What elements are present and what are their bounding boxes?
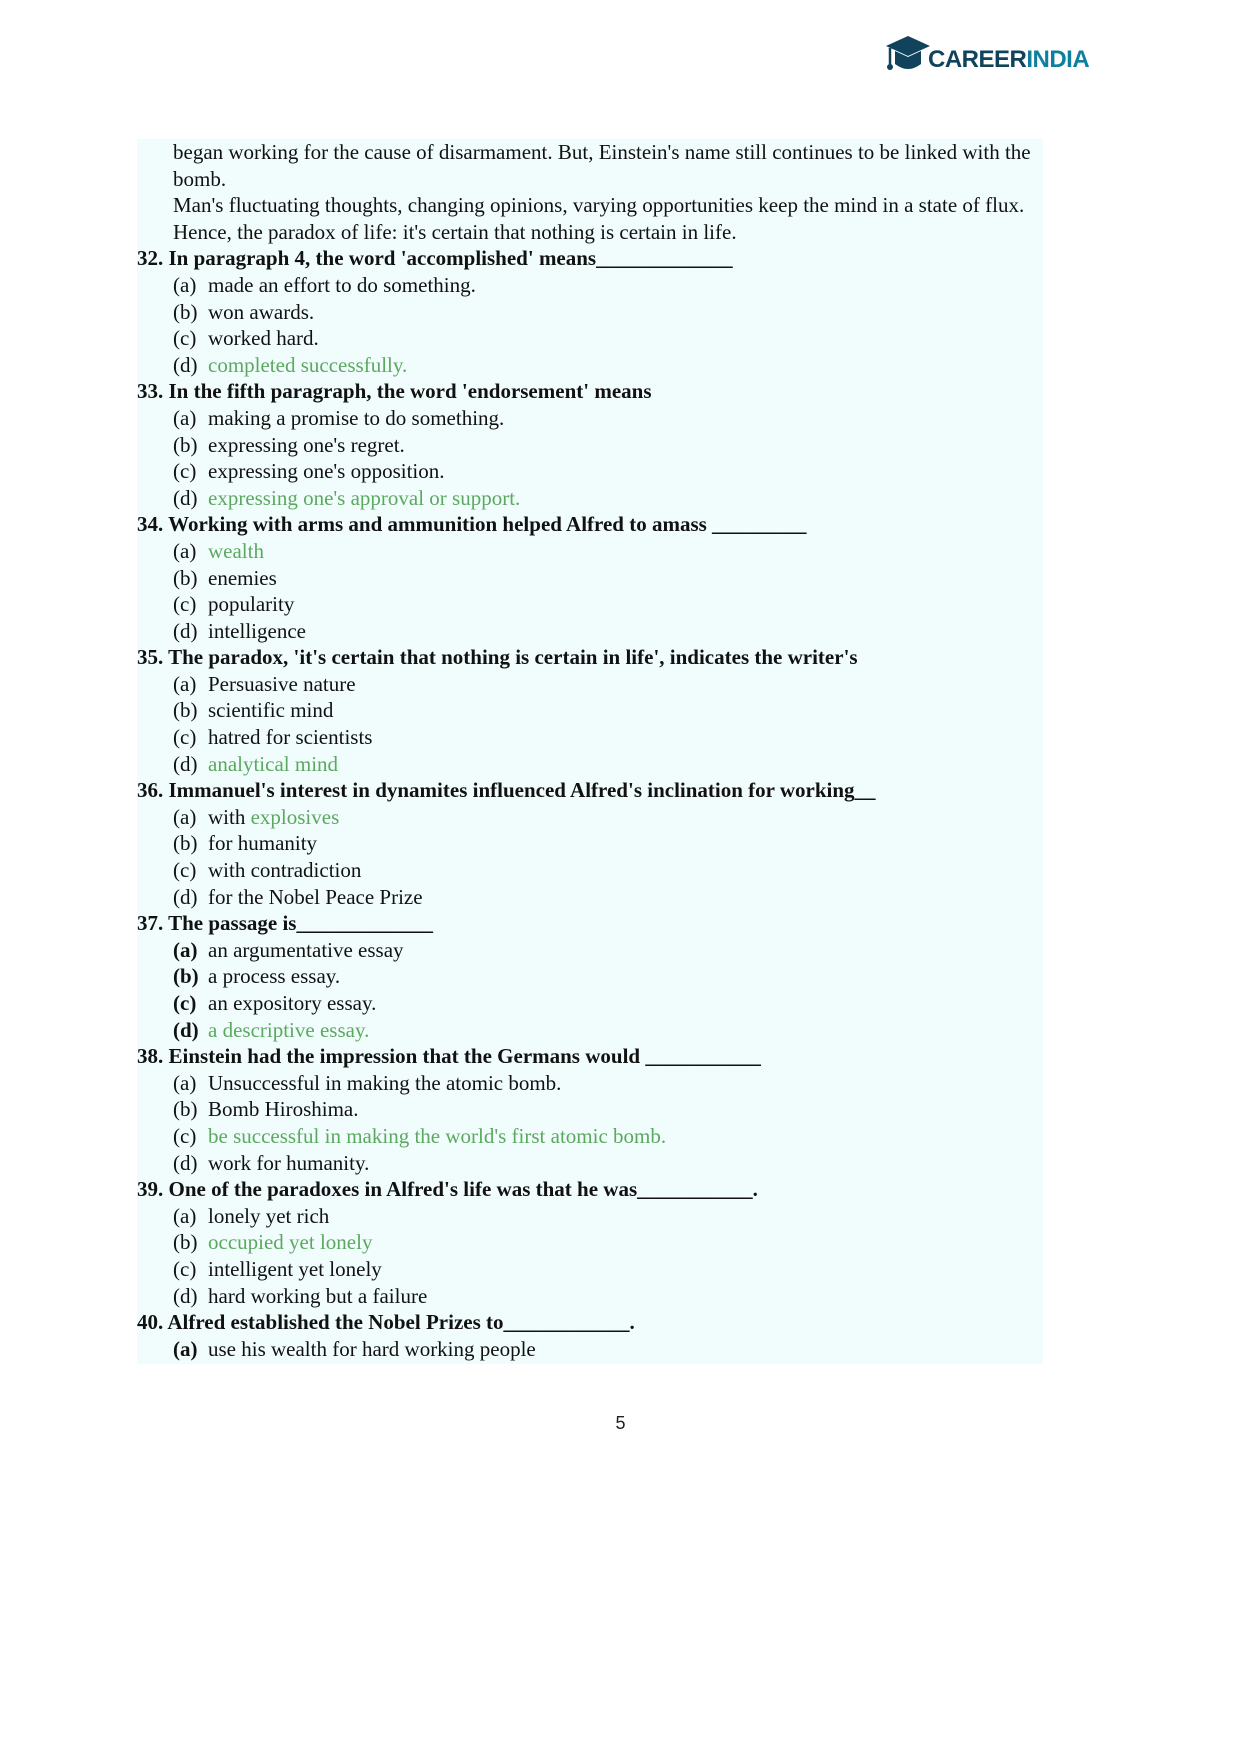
option-a bbox=[137, 1336, 1043, 1363]
option-text: intelligence bbox=[208, 618, 306, 643]
option-b bbox=[137, 963, 1043, 990]
option-label: (b) bbox=[173, 565, 198, 590]
question-36 bbox=[137, 777, 1043, 910]
option-label: (b) bbox=[173, 299, 198, 324]
option-label: (c) bbox=[173, 326, 197, 351]
option-label: (a) bbox=[173, 937, 198, 962]
question-text: 33. In the fifth paragraph, the word 'endorsement' means bbox=[137, 379, 652, 404]
option-label: (a) bbox=[173, 538, 197, 563]
option-label: (b) bbox=[173, 432, 198, 457]
option-label: (c) bbox=[173, 1256, 197, 1281]
option-text: making a promise to do something. bbox=[208, 405, 505, 430]
option-a bbox=[137, 272, 1043, 299]
option-label: (b) bbox=[173, 964, 199, 989]
correct-answer-text: a descriptive essay. bbox=[208, 1017, 370, 1042]
option-text: scientific mind bbox=[208, 698, 334, 723]
correct-answer-text: analytical mind bbox=[208, 751, 339, 776]
option-label: (b) bbox=[173, 1230, 198, 1255]
option-label: (c) bbox=[173, 459, 197, 484]
option-label: (d) bbox=[173, 1283, 198, 1308]
correct-answer-text: occupied yet lonely bbox=[208, 1230, 373, 1255]
option-text: made an effort to do something. bbox=[208, 272, 476, 297]
option-label: (d) bbox=[173, 1150, 198, 1175]
option-d bbox=[137, 352, 1043, 379]
option-label: (a) bbox=[173, 671, 197, 696]
option-text: use his wealth for hard working people bbox=[208, 1336, 536, 1361]
option-text: worked hard. bbox=[208, 326, 319, 351]
option-b bbox=[137, 432, 1043, 459]
option-b bbox=[137, 299, 1043, 326]
option-d bbox=[137, 884, 1043, 911]
option-b bbox=[137, 697, 1043, 724]
option-a bbox=[137, 538, 1043, 565]
correct-answer-text: be successful in making the world's first atomic bomb. bbox=[208, 1123, 667, 1148]
option-label: (d) bbox=[173, 884, 198, 909]
option-label: (a) bbox=[173, 272, 197, 297]
passage-paragraph: Man's fluctuating thoughts, changing opinions, varying opportunities keep the mind in a state of flux. Hence, the paradox of life: it's certain that nothing is certain in life. bbox=[173, 193, 1025, 244]
option-label: (d) bbox=[173, 618, 198, 643]
option-c bbox=[137, 990, 1043, 1017]
correct-answer-text: explosives bbox=[250, 804, 340, 829]
logo-wordmark bbox=[928, 46, 1089, 74]
correct-answer-text: wealth bbox=[208, 538, 264, 563]
option-b bbox=[137, 830, 1043, 857]
question-37 bbox=[137, 910, 1043, 1043]
option-b bbox=[137, 1229, 1043, 1256]
option-text: Bomb Hiroshima. bbox=[208, 1097, 359, 1122]
option-d bbox=[137, 1283, 1043, 1310]
option-text: an argumentative essay bbox=[208, 937, 404, 962]
option-label: (a) bbox=[173, 1203, 197, 1228]
question-text: 36. Immanuel's interest in dynamites influenced Alfred's inclination for working__ bbox=[137, 778, 876, 803]
question-40 bbox=[137, 1309, 1043, 1362]
page-content bbox=[137, 139, 1043, 1364]
option-label: (c) bbox=[173, 725, 197, 750]
option-label: (d) bbox=[173, 1017, 199, 1042]
logo-wordmark-career: CAREER bbox=[928, 46, 1027, 73]
option-c bbox=[137, 857, 1043, 884]
option-label: (a) bbox=[173, 1336, 198, 1361]
option-label: (d) bbox=[173, 485, 198, 510]
option-text: with contradiction bbox=[208, 858, 362, 883]
option-a bbox=[137, 405, 1043, 432]
option-c bbox=[137, 724, 1043, 751]
option-text: hatred for scientists bbox=[208, 725, 373, 750]
option-label: (a) bbox=[173, 804, 197, 829]
option-a bbox=[137, 671, 1043, 698]
option-label: (c) bbox=[173, 1123, 197, 1148]
question-text: 39. One of the paradoxes in Alfred's life was that he was___________. bbox=[137, 1177, 758, 1202]
question-text: 37. The passage is_____________ bbox=[137, 911, 433, 936]
passage-paragraph: began working for the cause of disarmament. But, Einstein's name still continues to be linked with the bomb. bbox=[173, 140, 1031, 191]
option-text: lonely yet rich bbox=[208, 1203, 330, 1228]
logo-wordmark-india: INDIA bbox=[1026, 46, 1090, 73]
question-text: 34. Working with arms and ammunition helped Alfred to amass _________ bbox=[137, 512, 807, 537]
option-c bbox=[137, 591, 1043, 618]
question-38 bbox=[137, 1043, 1043, 1176]
option-text: for humanity bbox=[208, 831, 318, 856]
question-text: 32. In paragraph 4, the word 'accomplished' means_____________ bbox=[137, 246, 733, 271]
option-c bbox=[137, 325, 1043, 352]
option-a bbox=[137, 1070, 1043, 1097]
careerindia-logo bbox=[884, 34, 1090, 82]
option-label: (c) bbox=[173, 858, 197, 883]
correct-answer-text: expressing one's approval or support. bbox=[208, 485, 521, 510]
option-d bbox=[137, 618, 1043, 645]
option-d bbox=[137, 1017, 1043, 1044]
option-label: (c) bbox=[173, 991, 197, 1015]
option-a bbox=[137, 804, 1043, 831]
option-label: (b) bbox=[173, 1097, 198, 1122]
option-label: (b) bbox=[173, 831, 198, 856]
option-label: (c) bbox=[173, 592, 197, 617]
option-a bbox=[137, 937, 1043, 964]
question-text: 35. The paradox, 'it's certain that nothing is certain in life', indicates the writer's bbox=[137, 645, 858, 670]
option-text: popularity bbox=[208, 592, 295, 617]
option-text: with bbox=[208, 804, 246, 829]
option-d bbox=[137, 485, 1043, 512]
passage bbox=[137, 139, 1043, 245]
question-text: 40. Alfred established the Nobel Prizes to____________. bbox=[137, 1310, 635, 1335]
question-34 bbox=[137, 511, 1043, 644]
option-text: Persuasive nature bbox=[208, 671, 356, 696]
graduation-cap-icon bbox=[884, 34, 930, 78]
option-c bbox=[137, 1123, 1043, 1150]
question-39 bbox=[137, 1176, 1043, 1309]
option-label: (d) bbox=[173, 751, 198, 776]
option-text: Unsuccessful in making the atomic bomb. bbox=[208, 1070, 562, 1095]
option-text: enemies bbox=[208, 565, 277, 590]
option-text: for the Nobel Peace Prize bbox=[208, 884, 423, 909]
option-label: (a) bbox=[173, 1070, 197, 1095]
question-32 bbox=[137, 245, 1043, 378]
correct-answer-text: completed successfully. bbox=[208, 352, 408, 377]
option-b bbox=[137, 565, 1043, 592]
option-text: a process essay. bbox=[208, 964, 341, 989]
option-label: (d) bbox=[173, 352, 198, 377]
option-d bbox=[137, 751, 1043, 778]
option-text: won awards. bbox=[208, 299, 315, 324]
option-text: work for humanity. bbox=[208, 1150, 370, 1175]
option-a bbox=[137, 1203, 1043, 1230]
option-text: intelligent yet lonely bbox=[208, 1256, 382, 1281]
option-text: expressing one's regret. bbox=[208, 432, 405, 457]
question-33 bbox=[137, 378, 1043, 511]
option-label: (b) bbox=[173, 698, 198, 723]
option-b bbox=[137, 1096, 1043, 1123]
option-d bbox=[137, 1150, 1043, 1177]
option-text: expressing one's opposition. bbox=[208, 459, 445, 484]
question-text: 38. Einstein had the impression that the Germans would ___________ bbox=[137, 1044, 761, 1069]
option-text: an expository essay. bbox=[208, 991, 377, 1015]
option-c bbox=[137, 1256, 1043, 1283]
page-number: 5 bbox=[615, 1413, 626, 1433]
option-text: hard working but a failure bbox=[208, 1283, 428, 1308]
question-35 bbox=[137, 644, 1043, 777]
option-c bbox=[137, 458, 1043, 485]
option-label: (a) bbox=[173, 405, 197, 430]
